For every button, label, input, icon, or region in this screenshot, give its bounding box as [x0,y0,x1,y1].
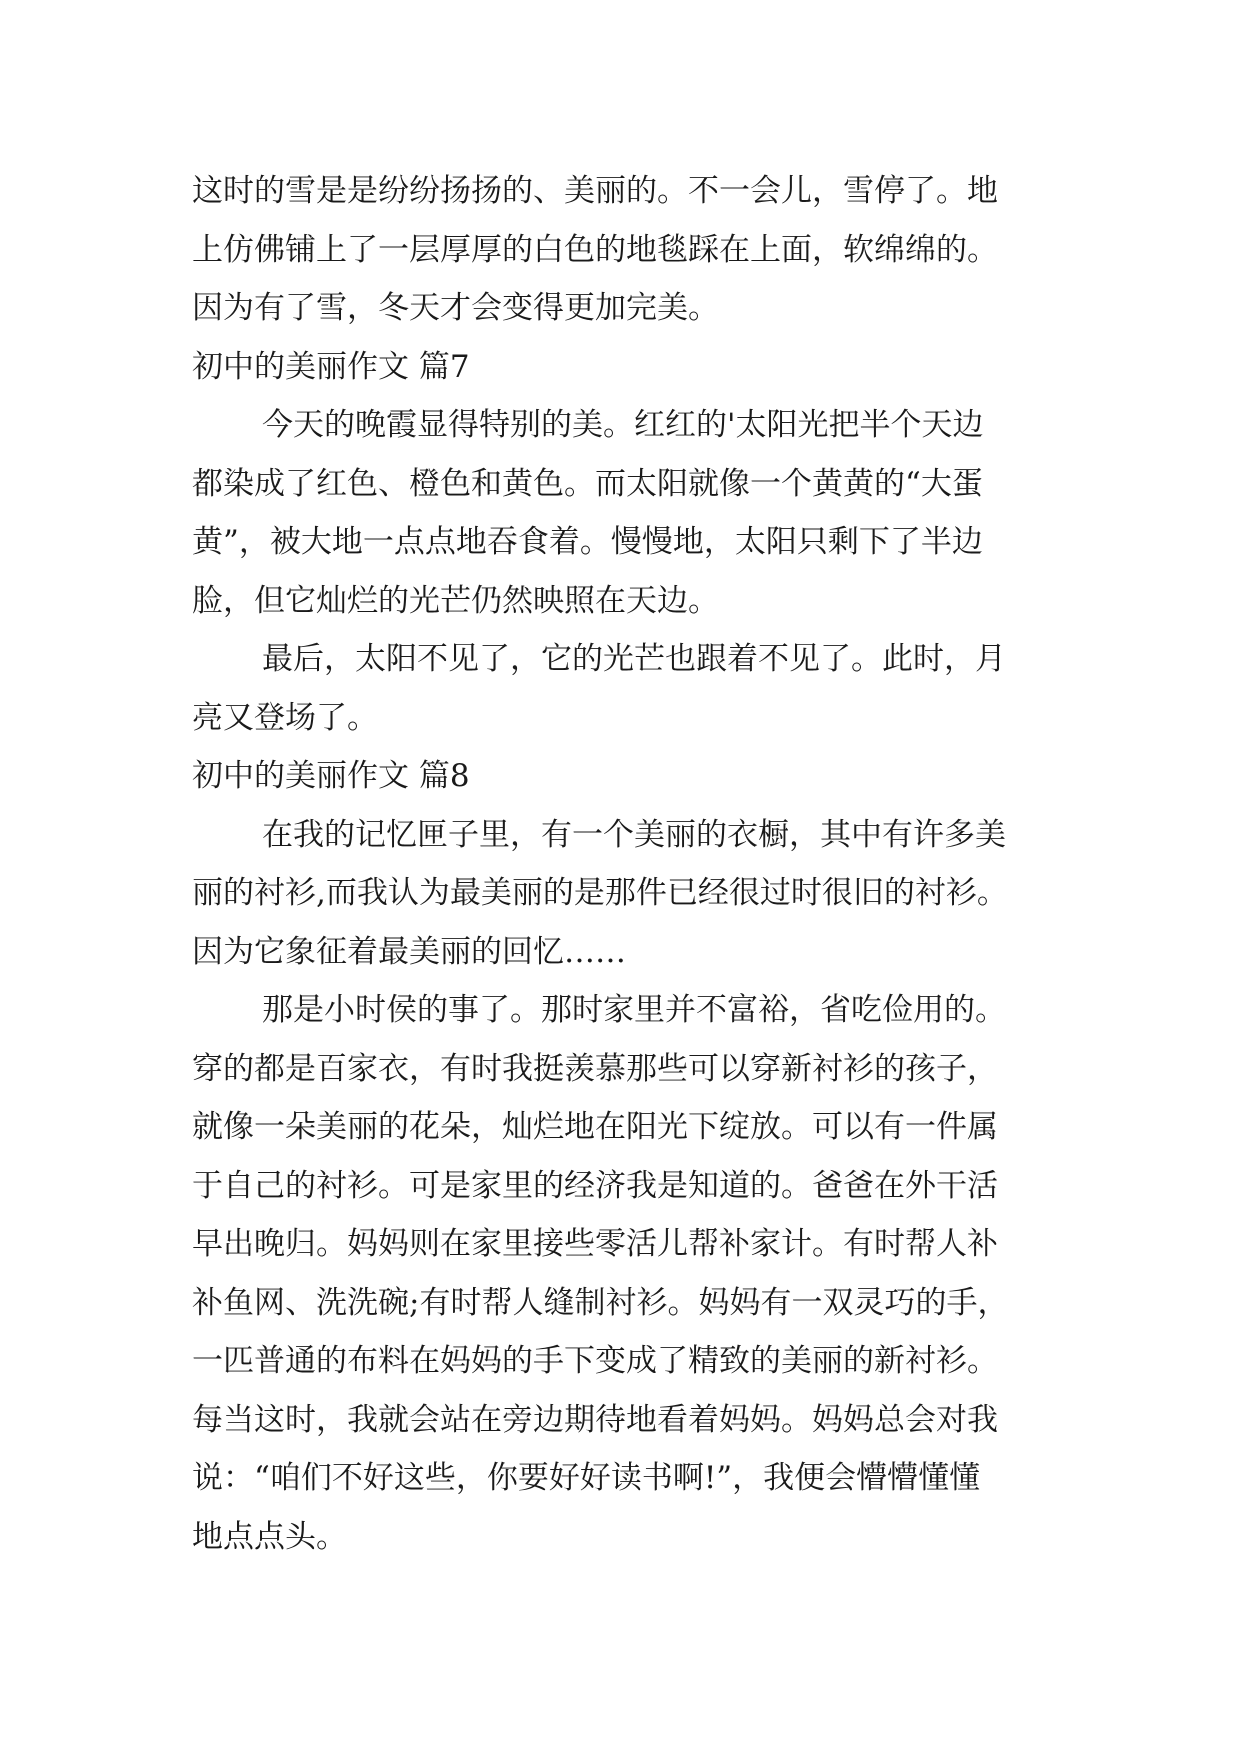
paragraph-line: 上仿佛铺上了一层厚厚的白色的地毯踩在上面，软绵绵的。 [192,231,998,268]
paragraph-line: 于自己的衬衫。可是家里的经济我是知道的。爸爸在外干活 [192,1167,998,1204]
paragraph-line: 亮又登场了。 [192,699,378,736]
paragraph-line: 丽的衬衫,而我认为最美丽的是那件已经很过时很旧的衬衫。 [192,875,1008,911]
paragraph-line: 最后，太阳不见了，它的光芒也跟着不见了。此时，月 [262,641,1006,677]
paragraph-line: 地点点头。 [192,1518,347,1555]
paragraph-line: 在我的记忆匣子里，有一个美丽的衣橱，其中有许多美 [262,816,1006,853]
paragraph-line: 说：“咱们不好这些，你要好好读书啊!”，我便会懵懵懂懂 [192,1460,981,1496]
paragraph-line: 脸，但它灿烂的光芒仍然映照在天边。 [192,582,719,619]
paragraph-line: 因为有了雪，冬天才会变得更加完美。 [192,290,719,326]
paragraph-line: 那是小时侯的事了。那时家里并不富裕，省吃俭用的。 [262,992,1006,1028]
paragraph-line: 今天的晚霞显得特别的美。红红的'太阳光把半个天边 [262,407,984,443]
paragraph-line: 因为它象征着最美丽的回忆…… [192,933,626,970]
paragraph-line: 这时的雪是是纷纷扬扬的、美丽的。不一会儿，雪停了。地 [192,173,998,209]
paragraph-line: 就像一朵美丽的花朵，灿烂地在阳光下绽放。可以有一件属 [192,1109,998,1145]
paragraph-line: 黄”，被大地一点点地吞食着。慢慢地，太阳只剩下了半边 [192,524,983,560]
paragraph-line: 穿的都是百家衣，有时我挺羡慕那些可以穿新衬衫的孩子， [192,1050,998,1087]
section-heading: 初中的美丽作文 篇8 [192,758,470,794]
paragraph-line: 都染成了红色、橙色和黄色。而太阳就像一个黄黄的“大蛋 [192,465,983,502]
section-heading: 初中的美丽作文 篇7 [192,348,470,385]
paragraph-line: 补鱼网、洗洗碗;有时帮人缝制衬衫。妈妈有一双灵巧的手， [192,1284,1009,1321]
paragraph-line: 一匹普通的布料在妈妈的手下变成了精致的美丽的新衬衫。 [192,1343,998,1379]
paragraph-line: 每当这时，我就会站在旁边期待地看着妈妈。妈妈总会对我 [192,1401,998,1438]
paragraph-line: 早出晚归。妈妈则在家里接些零活儿帮补家计。有时帮人补 [192,1226,998,1262]
document-body [192,162,1092,1566]
